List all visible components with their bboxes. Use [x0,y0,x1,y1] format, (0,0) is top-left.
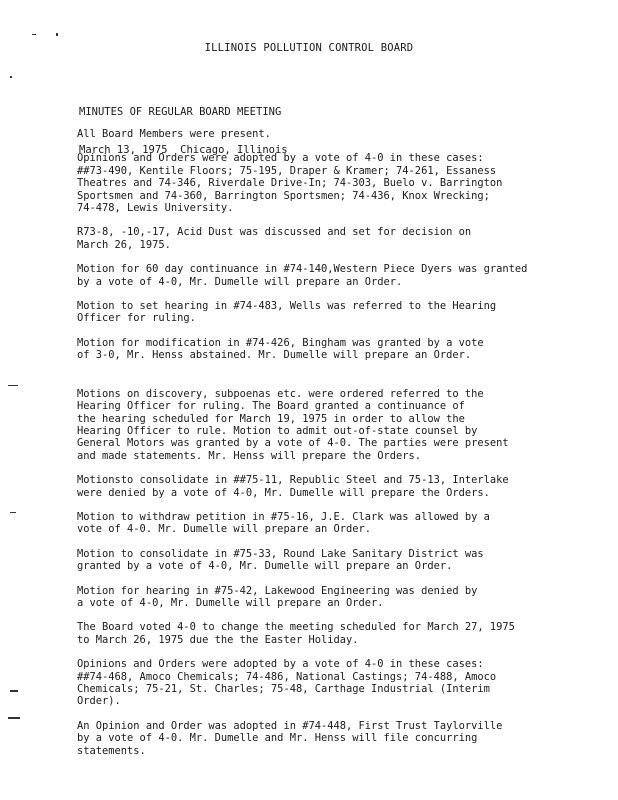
paragraph-meeting-change: The Board voted 4-0 to change the meeting scheduled for March 27, 1975 to March 26, 1975 due the the Easter Holiday. [77,621,515,646]
scan-speck [32,34,36,35]
paragraph-opinions-1: Opinions and Orders were adopted by a vote of 4-0 in these cases: ##73-490, Kentile Floors; 75-195, Draper & Kramer; 74-261, Essaness Theatres and 74-346, Riverdale Drive-In; 74-303, Buelo v. Barrington Sportsmen and 74-360, Barrington Sportsmen; 74-436, Knox Wrecking; 74-478, Lewis University. [77,152,503,215]
minutes-heading-line2: March 13, 1975 Chicago, Illinois [79,143,288,156]
paragraph-acid-dust: R73-8, -10,-17, Acid Dust was discussed and set for decision on March 26, 1975. [77,226,472,251]
paragraph-withdraw: Motion to withdraw petition in #75-16, J.E. Clark was allowed by a vote of 4-0. Mr. Dumelle will prepare an Order. [77,510,490,536]
document-title: ILLINOIS POLLUTION CONTROL BOARD [204,42,414,54]
scan-speck [10,690,18,692]
scan-speck [8,385,18,386]
minutes-body [77,128,607,769]
paragraph-consolidate-round-lake: Motion to consolidate in #75-33, Round Lake Sanitary District was granted by a vote of 4-0, Mr. Dumelle will prepare an Order. [77,547,484,573]
paragraph-opinions-2: Opinions and Orders were adopted by a vote of 4-0 in these cases: ##74-468, Amoco Chemicals; 74-486, National Castings; 74-488, Amoco Chemicals; 75-21, St. Charles; 75-48, Carthage Industrial (Interim Order). [77,658,497,708]
scan-speck [10,512,16,513]
minutes-heading-line1: MINUTES OF REGULAR BOARD MEETING [79,106,282,119]
scan-speck [56,33,58,36]
scan-speck [8,717,20,719]
scan-speck [10,76,12,78]
paragraph-hearing-wells: Motion to set hearing in #74-483, Wells was referred to the Hearing Officer for ruling. [77,300,497,325]
paragraph-first-trust: An Opinion and Order was adopted in #74-448, First Trust Taylorville by a vote of 4-0. Mr. Dumelle and Mr. Henss will file concurring statements. [77,719,503,757]
paragraph-modification: Motion for modification in #74-426, Bingham was granted by a vote of 3-0, Mr. Henss abstained. Mr. Dumelle will prepare an Order. [77,336,484,362]
paragraph-discovery: Motions on discovery, subpoenas etc. were ordered referred to the Hearing Officer for ruling. The Board granted a continuance of the hearing scheduled for March 19, 1975 in order to allow the Hearing Officer to rule. Motion to admit out-of-state counsel by General Motors was granted by a vote of 4-0. The parties were present and made statements. Mr. Henss will prepare the Orders. [77,387,509,462]
paragraph-consolidate-steel: Motionsto consolidate in ##75-11, Republic Steel and 75-13, Interlake were denied by a vote of 4-0, Mr. Dumelle will prepare the Orders. [77,474,509,499]
paragraph-attendance: All Board Members were present. [77,128,271,140]
paragraph-continuance: Motion for 60 day continuance in #74-140,Western Piece Dyers was granted by a vote of 4-0, Mr. Dumelle will prepare an Order. [77,263,528,288]
paragraph-hearing-lakewood: Motion for hearing in #75-42, Lakewood Engineering was denied by a vote of 4-0, Mr. Dumelle will prepare an Order. [77,584,478,609]
